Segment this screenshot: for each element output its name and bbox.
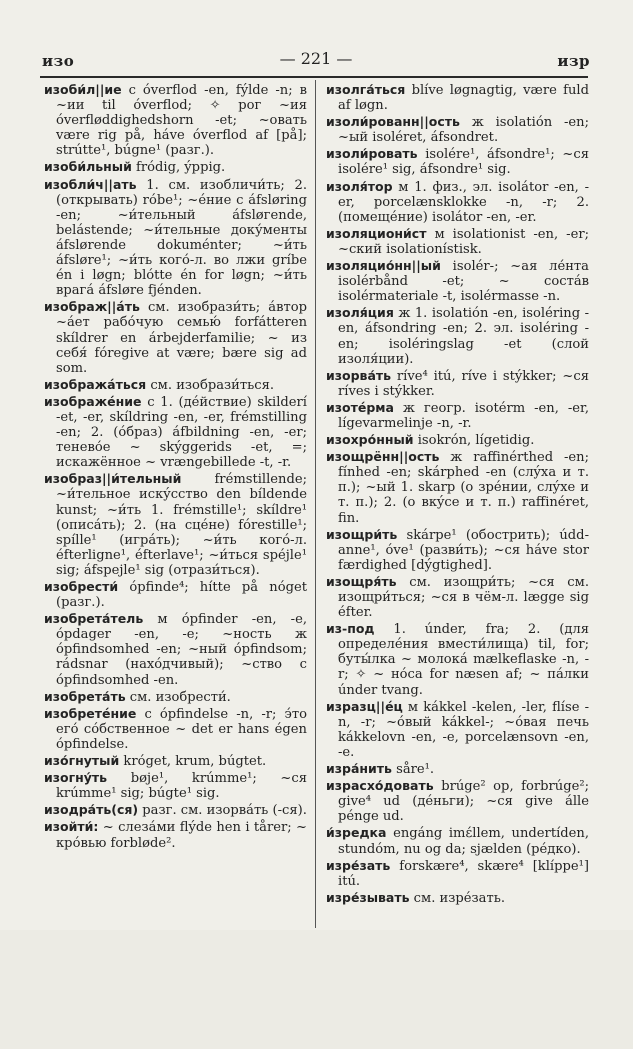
entry-definition: ~ слезáми flýde hen i tårer; ~ крóвью forbløde².	[56, 820, 307, 851]
entry-headword: изоли́ровать	[326, 146, 418, 162]
dictionary-entry	[44, 802, 307, 818]
entry-headword: изображ||áть	[44, 299, 140, 315]
dictionary-entry	[326, 825, 589, 856]
dictionary-entry	[326, 82, 589, 113]
entry-definition: fródig, ýppig.	[131, 160, 226, 176]
entry-definition: разг. см. изорвáть (-ся).	[138, 803, 307, 819]
entry-headword: изобраз||и́тельный	[44, 471, 182, 487]
entry-headword: изодра́ть(ся)	[44, 802, 139, 818]
entry-definition: ópfinde⁴; hítte på nóget (разг.).	[56, 580, 307, 611]
entry-definition: engáng imέllem, undertíden, stundóm, nu og da; sjælden (рéдко).	[338, 826, 589, 857]
dictionary-entry	[44, 689, 307, 705]
entry-definition: forskære⁴, skære⁴ [klíppe¹] itú.	[338, 858, 589, 889]
header-first-word: изо	[42, 52, 75, 70]
page-bottom-margin	[0, 930, 633, 1049]
dictionary-entry	[326, 890, 589, 906]
entry-definition: frémstillende; ~и́тельное искýсство den bíldende kunst; ~и́ть 1. frémstille¹; skíldre¹ (описáть); 2. (на сцéне) fórestille¹; spílle¹ (игрáть); ~и́ть когó-л. éfterligne¹, éfterlave¹; ~и́ться spéjle¹ sig; áfspejle¹ sig (отрази́ться).	[56, 472, 307, 578]
entry-headword: изолга́ться	[326, 82, 406, 97]
entry-headword: и́зредка	[326, 825, 387, 841]
entry-definition: bøje¹, krúmme¹; ~ся krúmme¹ sig; búgte¹ sig.	[56, 771, 307, 802]
dictionary-entry	[326, 114, 589, 145]
entry-headword: изре́зать	[326, 857, 391, 873]
entry-headword: изотéрма	[326, 399, 394, 415]
entry-headword: изохро́нный	[326, 432, 414, 448]
entry-definition: см. изобрести́.	[125, 689, 231, 705]
dictionary-entry	[44, 471, 307, 578]
entry-headword: изоби́л||ие	[44, 82, 122, 97]
entry-headword: изогну́ть	[44, 770, 108, 786]
entry-headword: изобрета́тель	[44, 611, 144, 627]
header-rule	[40, 76, 588, 78]
dictionary-entry	[44, 82, 307, 158]
entry-definition: såre¹.	[391, 762, 435, 778]
entry-headword: изощря́ть	[326, 573, 397, 589]
dictionary-entry	[326, 400, 589, 431]
dictionary-entry	[326, 179, 589, 225]
entry-definition: blíve løgnagtig, være fuld af løgn.	[338, 83, 589, 114]
entry-headword: изойти́:	[44, 819, 99, 835]
entry-headword: изобрета́ть	[44, 688, 126, 704]
dictionary-entry	[326, 858, 589, 889]
dictionary-entry	[326, 761, 589, 777]
dictionary-entry	[326, 258, 589, 304]
column-divider	[315, 80, 316, 928]
entry-headword: изразц||éц	[326, 698, 403, 714]
entry-definition: ríve⁴ itú, ríve i stýkker; ~ся ríves i stýkker.	[338, 368, 589, 399]
dictionary-entry	[326, 226, 589, 257]
page-header	[42, 49, 590, 74]
right-column	[326, 82, 589, 907]
entry-definition: króget, krum, búgtet.	[119, 754, 267, 770]
dictionary-entry	[326, 146, 589, 177]
entry-definition: см. изобрази́ться.	[146, 377, 275, 393]
dictionary-entry	[44, 579, 307, 610]
entry-definition: м ópfinder -en, -e, ópdager -en, -e; ~ность ж ópfindsomhed -en; ~ный ópfindsom; rádsnar (нахóдчивый); ~ство с ópfindsomhed -en.	[56, 612, 307, 688]
dictionary-entry	[44, 299, 307, 375]
entry-definition: ж raffinérthed -en; fínhed -en; skárphed -en (слýха и т. п.); ~ый 1. skarp (о зрéнии, слýхе и т. п.); 2. (о вкýсе и т. п.) raffinéret, fin.	[338, 450, 589, 526]
entry-definition: skárpe¹ (обострить); úddanne¹, óve¹ (разви́ть); ~ся háve stor færdighed [dýgtighed].	[338, 527, 589, 573]
entry-definition: isolére¹, áfsondre¹; ~ся isolére¹ sig, áfsondre¹ sig.	[338, 147, 589, 178]
dictionary-entry	[44, 770, 307, 801]
header-last-word: изр	[557, 52, 590, 70]
entry-headword: израсхо́довать	[326, 778, 434, 794]
dictionary-entry	[326, 527, 589, 573]
dictionary-entry	[44, 159, 307, 175]
dictionary-entry	[44, 753, 307, 769]
entry-definition: isokrón, lígetidig.	[413, 433, 535, 449]
entry-headword: изобрести́	[44, 579, 119, 594]
entry-headword: изре́зывать	[326, 889, 410, 905]
entry-definition: см. изрéзать.	[409, 890, 506, 906]
left-column	[44, 82, 307, 852]
dictionary-entry	[326, 368, 589, 399]
entry-definition: м 1. физ., эл. isolátor -en, -er, porcelænsklokke -n, -r; 2. (помещéние) isolátor -en, -er.	[338, 179, 589, 225]
entry-definition: с 1. (дéйствие) skilderí -et, -er, skíldring -en, -er, frémstilling -en; 2. (óбраз) áfbildning -en, -er; тенево́е ~ skýggerids -et, =; искажённое ~ vrængebillede -t, -r.	[56, 394, 307, 471]
entry-definition: ж геогр. isotérm -en, -er, lígevarmelinje -n, -r.	[338, 400, 589, 431]
entry-headword: изображáться	[44, 376, 147, 392]
entry-headword: изобли́ч||ать	[44, 176, 137, 192]
entry-headword: изоля́тор	[326, 178, 393, 194]
dictionary-entry	[44, 377, 307, 393]
entry-definition: 1. únder, fra; 2. (для определéния вмести́лища) til, for; буты́лка ~ молокá mælkeflaske -n, -r; ✧ ~ нóса for næsen af; ~ пáлки únder tvang.	[338, 622, 589, 698]
dictionary-entry	[326, 699, 589, 760]
entry-definition: isolér-; ~ая ле́нта isolérbånd -et; ~ состáв isolérmateriale -t, isolérmasse -n.	[338, 259, 589, 305]
dictionary-entry	[326, 449, 589, 525]
entry-definition: см. изобрази́ть; áвтор ~áет рабóчую семью́ forfátteren skíldrer en árbejderfamilie; ~ из себя́ fóregive at være; bære sig ad som.	[56, 300, 307, 376]
entry-headword: изоби́льный	[44, 159, 132, 175]
entry-definition: ж isolatión -en; ~ый isoléret, áfsondret.	[338, 115, 589, 146]
dictionary-entry	[44, 394, 307, 470]
entry-headword: изображéние	[44, 393, 142, 409]
entry-definition: см. изощри́ть; ~ся см. изощри́ться; ~ся в чём-л. lægge sig éfter.	[338, 574, 589, 621]
entry-headword: изоли́рованн||ость	[326, 114, 460, 130]
entry-definition: ж 1. isolatión -en, isoléring -en, áfsondring -en; 2. эл. isoléring -en; isoléringslag -et (слой изоля́ции).	[338, 306, 589, 367]
entry-headword: изоля́ция	[326, 305, 394, 321]
entry-headword: изощри́ть	[326, 526, 398, 542]
entry-headword: изобретéние	[44, 705, 137, 721]
entry-headword: из-под	[326, 621, 375, 637]
dictionary-entry	[44, 706, 307, 752]
dictionary-entry	[326, 621, 589, 697]
entry-headword: изо́гнутый	[44, 753, 120, 769]
entry-headword: изощрённ||ость	[326, 449, 440, 465]
entry-definition: м isolationist -en, -er; ~ский isolationístisk.	[338, 226, 589, 257]
entry-definition: с ópfindelse -n, -r; э́то его́ сóбственное ~ det er hans égen ópfindelse.	[56, 706, 307, 752]
page-number: — 221 —	[279, 49, 353, 68]
dictionary-entry	[326, 778, 589, 824]
entry-definition: 1. см. изобличи́ть; 2. (открывать) róbe¹; ~éние с áfsløring -en; ~и́тельный áfsløгende, belástende; ~и́тельные доку́менты áfslørende dokuménter; ~и́ть áfsløre¹; ~и́ть кого́-л. во лжи gríbe én i løgn; blótte én for løgn; ~и́ть врагá áfsløre fjénden.	[56, 177, 307, 299]
dictionary-entry	[44, 177, 307, 299]
dictionary-entry	[326, 574, 589, 620]
dictionary-entry	[326, 432, 589, 448]
entry-headword: изорва́ть	[326, 367, 392, 383]
entry-definition: с óverflod -en, fýlde -n; в ~ии til óverflod; ✧ рог ~ия óverfløddighedshorn -et; ~овать være rig på, háve óverflod af [på]; strútte¹, búgne¹ (разг.).	[56, 83, 307, 159]
entry-headword: изоляциони́ст	[326, 225, 427, 241]
entry-headword: изра́нить	[326, 761, 392, 777]
entry-headword: изоляцио́нн||ый	[326, 258, 441, 274]
dictionary-entry	[326, 305, 589, 366]
dictionary-entry	[44, 611, 307, 687]
entry-definition: brúge² op, forbrúge²; give⁴ ud (дéньги); ~ся give álle pénge ud.	[338, 779, 589, 825]
dictionary-entry	[44, 819, 307, 850]
entry-definition: м kákkel -kelen, -ler, flíse -n, -r; ~óвый kákkel-; ~óвая печь kákkelovn -en, -e, porcelænsovn -en, -e.	[338, 699, 589, 760]
